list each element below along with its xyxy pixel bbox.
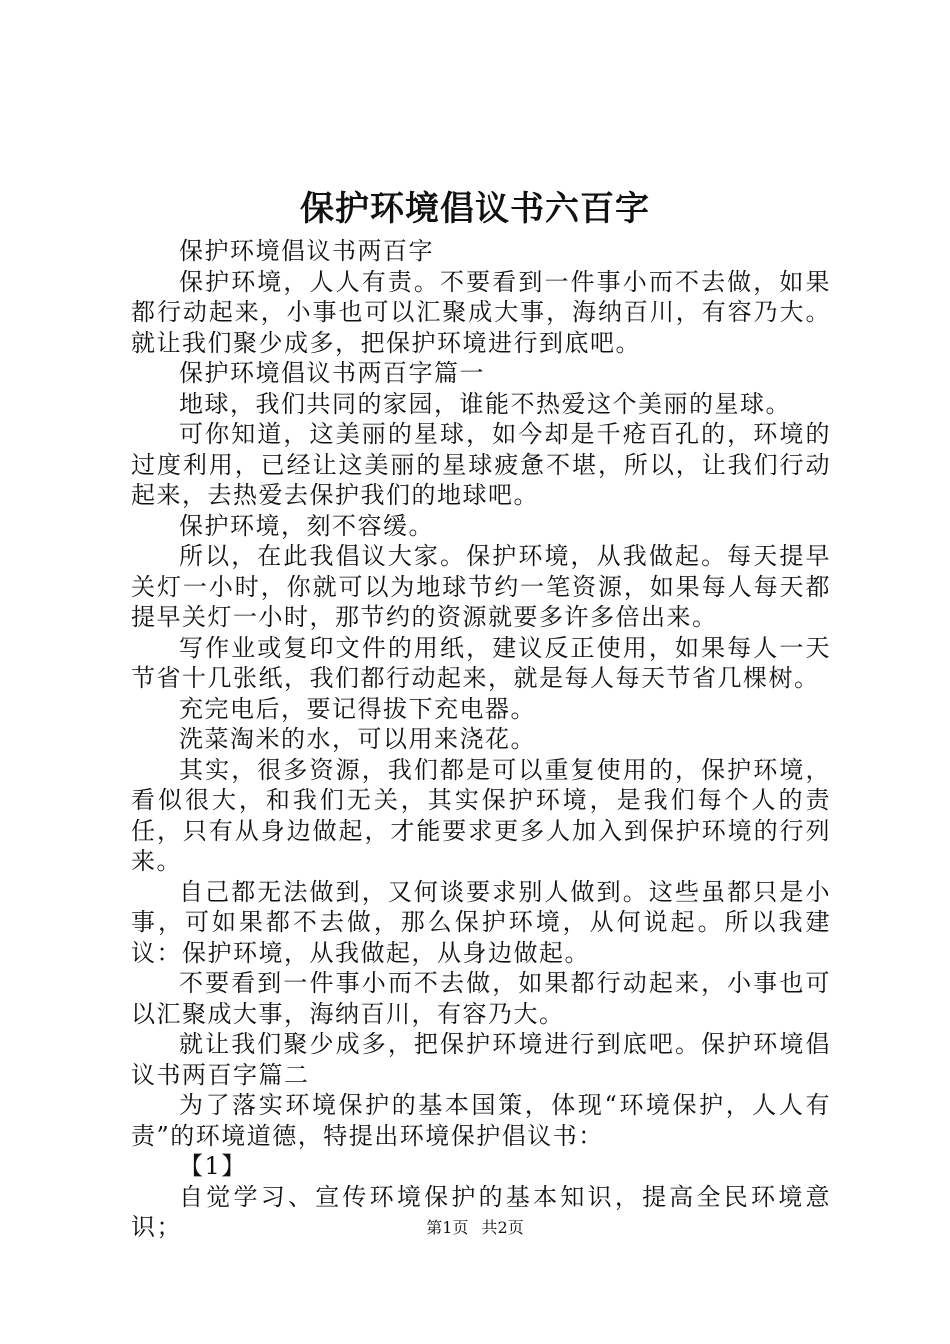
document-body bbox=[131, 236, 831, 1243]
paragraph-11: 其实，很多资源，我们都是可以重复使用的，保护环境，看似很大，和我们无关，其实保护环境，是我们每个人的责任，只有从身边做起，才能要求更多人加入到保护环境的行列来。 bbox=[131, 755, 831, 875]
paragraph-8: 写作业或复印文件的用纸，建议反正使用，如果每人一天节省十几张纸，我们都行动起来，就是每人每天节省几棵树。 bbox=[131, 633, 831, 692]
paragraph-10: 洗菜淘米的水，可以用来浇花。 bbox=[179, 725, 536, 753]
page-footer bbox=[0, 1216, 950, 1240]
paragraph-9: 充完电后，要记得拔下充电器。 bbox=[179, 694, 536, 723]
paragraph-1: 保护环境倡议书两百字 bbox=[179, 237, 434, 265]
paragraph-14: 就让我们聚少成多，把保护环境进行到底吧。保护环境倡议书两百字篇二 bbox=[131, 1030, 831, 1089]
paragraph-12: 自己都无法做到，又何谈要求别人做到。这些虽都只是小事，可如果都不去做，那么保护环境，从何说起。所以我建议：保护环境，从我做起，从身边做起。 bbox=[131, 877, 831, 967]
paragraph-4: 地球，我们共同的家园，谁能不热爱这个美丽的星球。 bbox=[179, 389, 791, 418]
paragraph-13: 不要看到一件事小而不去做，如果都行动起来，小事也可以汇聚成大事，海纳百川，有容乃大。 bbox=[131, 969, 831, 1028]
page-total: 共2页 bbox=[481, 1218, 524, 1237]
paragraph-3: 保护环境倡议书两百字篇一 bbox=[179, 359, 485, 387]
paragraph-2: 保护环境，人人有责。不要看到一件事小而不去做，如果都行动起来，小事也可以汇聚成大事，海纳百川，有容乃大。就让我们聚少成多，把保护环境进行到底吧。 bbox=[131, 267, 831, 357]
paragraph-15: 为了落实环境保护的基本国策，体现“环境保护，人人有责”的环境道德，特提出环境保护倡议书： bbox=[131, 1091, 831, 1150]
paragraph-5: 可你知道，这美丽的星球，如今却是千疮百孔的，环境的过度利用，已经让这美丽的星球疲惫不堪，所以，让我们行动起来，去热爱去保护我们的地球吧。 bbox=[131, 420, 831, 509]
page-number: 第1页 bbox=[426, 1218, 469, 1237]
paragraph-7: 所以，在此我倡议大家。保护环境，从我做起。每天提早关灯一小时，你就可以为地球节约一笔资源，如果每人每天都提早关灯一小时，那节约的资源就要多许多倍出来。 bbox=[131, 542, 831, 631]
paragraph-17: 自觉学习、宣传环境保护的基本知识，提高全民环境意识； bbox=[131, 1182, 831, 1241]
document-title: 保护环境倡议书六百字 bbox=[300, 189, 650, 229]
paragraph-6: 保护环境，刻不容缓。 bbox=[179, 511, 434, 540]
paragraph-16: 【1】 bbox=[179, 1152, 247, 1180]
